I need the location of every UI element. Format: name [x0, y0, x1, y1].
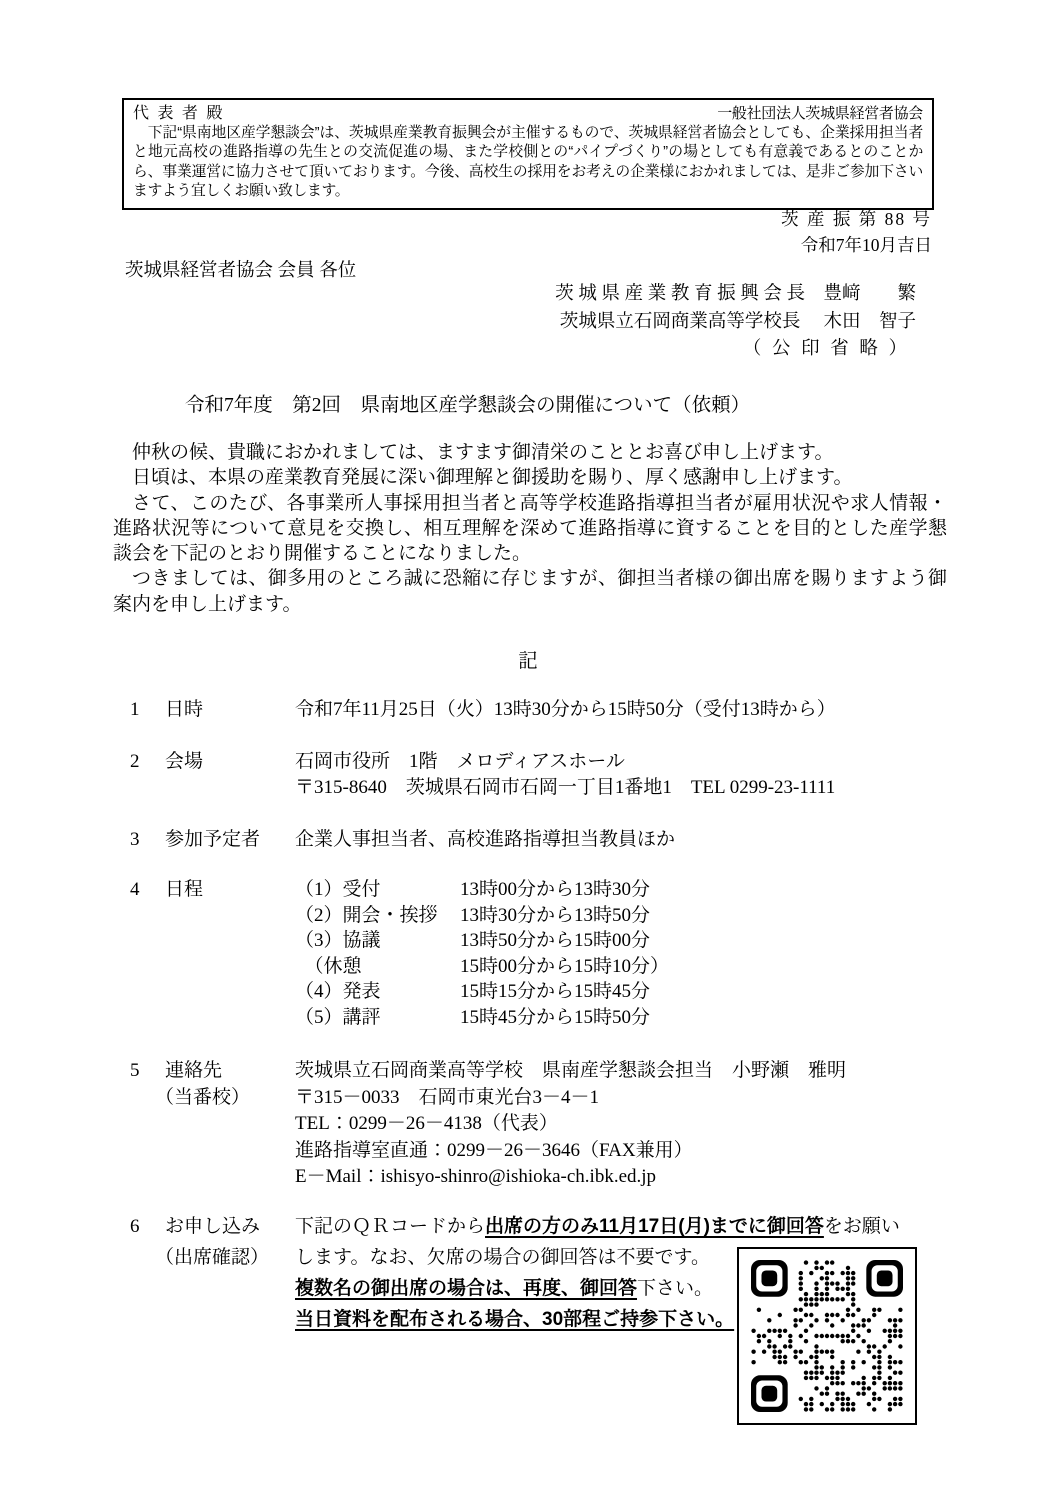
list-item-contact [113, 1058, 949, 1191]
schedule-row [295, 1005, 949, 1031]
item-number: 1 [130, 699, 140, 720]
contact-block [295, 1058, 949, 1191]
paragraph: さて、このたび、各事業所人事採用担当者と高等学校進路指導担当者が雇用状況や求人情報・進路状況等について意見を交換し、相互理解を深めて進路指導に資することを目的とした産学懇談会を下記のとおり開催することになりました。 [113, 492, 947, 565]
record-marker: 記 [518, 651, 538, 672]
schedule-row [295, 903, 949, 929]
notice-body-text: 下記“県南地区産学懇談会”は、茨城県産業教育振興会が主催するもので、茨城県経営者協会としても、企業採用担当者と地元高校の進路指導の先生との交流促進の場、また学校側との“パイプづくり”の場としても有意義であるとのことから、事業運営に協力させて頂いております。今後、高校生の採用をお考えの企業様におかれましては、是非ご参加下さいますよう宜しくお願い致します。 [133, 124, 923, 199]
schedule-activity: （4）発表 [295, 981, 381, 1002]
schedule-time: 13時00分から13時30分 [460, 879, 651, 900]
item-label-main: 連絡先 [165, 1060, 223, 1081]
item-label-sub: （出席確認） [155, 1246, 270, 1268]
item-number: 2 [130, 751, 140, 772]
paragraph: 仲秋の候、貴職におかれましては、ますます御清栄のこととお喜び申し上げます。 [132, 442, 834, 463]
list-item-schedule [113, 877, 949, 1030]
item-number: 6 [130, 1215, 140, 1237]
venue-address: 〒315-8640 茨城県石岡市石岡一丁目1番地1 TEL 0299-23-1111 [295, 777, 836, 798]
list-item-venue [113, 749, 949, 801]
schedule-time: 15時15分から15時45分 [460, 981, 651, 1002]
schedule-time: 15時45分から15時50分 [460, 1006, 651, 1028]
emphasized-note: 複数名の御出席の場合は、再度、御回答 [295, 1277, 638, 1299]
body-paragraphs [113, 440, 947, 617]
schedule-time: 13時50分から15時00分 [460, 930, 651, 951]
schedule-activity: （3）協議 [295, 930, 381, 951]
application-line-1 [295, 1211, 949, 1242]
schedule-activity: （休憩 [295, 955, 362, 977]
item-label [155, 1058, 295, 1191]
schedule-time: 13時30分から13時50分 [460, 904, 651, 926]
text-segment: 下さい。 [637, 1277, 714, 1299]
sender-line-1: 茨 城 県 産 業 教 育 振 興 会 長 豊﨑 繁 [555, 284, 916, 304]
notice-organization: 一般社団法人茨城県経営者協会 [717, 105, 923, 122]
schedule-activity: （2）開会・挨拶 [295, 904, 438, 926]
schedule-activity: （1）受付 [295, 879, 381, 900]
item-label: 参加予定者 [165, 829, 261, 850]
schedule-row [295, 877, 949, 903]
item-number: 4 [130, 879, 140, 900]
notice-box [122, 98, 934, 210]
item-label-main: お申し込み [165, 1215, 261, 1237]
item-label: 日時 [165, 699, 204, 720]
emphasized-materials-note: 当日資料を配布される場合、30部程ご持参下さい。 [295, 1308, 735, 1330]
document-date: 令和7年10月吉日 [800, 235, 932, 255]
qr-code-box [737, 1247, 917, 1425]
sender-block [555, 281, 916, 364]
contact-address: 〒315－0033 石岡市東光台3－4－1 [295, 1086, 600, 1108]
item-label [155, 1211, 295, 1335]
paragraph: つきましては、御多用のところ誠に恐縮に存じますが、御担当者様の御出席を賜りますよう御案内を申し上げます。 [113, 568, 947, 615]
emphasized-deadline: 出席の方のみ11月17日(月)までに御回答 [485, 1215, 824, 1237]
contact-email: E－Mail：ishisyo-shinro@ishioka-ch.ibk.ed.jp [295, 1166, 657, 1188]
sender-line-2: 茨城県立石岡商業高等学校長 木田 智子 [559, 311, 916, 332]
venue-name: 石岡市役所 1階 メロディアスホール [295, 751, 625, 772]
item-content: 令和7年11月25日（火）13時30分から15時50分（受付13時から） [295, 699, 836, 720]
paragraph: 日頃は、本県の産業教育発展に深い御理解と御援助を賜り、厚く感謝申し上げます。 [132, 467, 853, 489]
schedule-time: 15時00分から15時10分） [460, 955, 670, 977]
list-item-participants [113, 827, 949, 853]
seal-omission-note: （ 公 印 省 略 ） [742, 339, 910, 359]
notice-recipient: 代 表 者 殿 [133, 105, 225, 122]
item-number: 3 [130, 829, 140, 850]
item-number: 5 [130, 1060, 140, 1081]
contact-direct-tel: 進路指導室直通：0299－26－3646（FAX兼用） [295, 1139, 693, 1161]
schedule-activity: （5）講評 [295, 1006, 381, 1028]
schedule-row [295, 954, 949, 980]
contact-school: 茨城県立石岡商業高等学校 県南産学懇談会担当 小野瀬 雅明 [295, 1060, 847, 1081]
item-label-sub: （当番校） [155, 1086, 251, 1108]
list-item-datetime [113, 697, 949, 723]
item-content: 企業人事担当者、高校進路指導担当教員ほか [295, 829, 676, 850]
qr-code [751, 1260, 903, 1412]
notice-box-header [133, 104, 923, 124]
text-segment: をお願い [823, 1215, 900, 1237]
item-list [113, 697, 949, 1335]
document-title: 令和7年度 第2回 県南地区産学懇談会の開催について（依頼） [185, 395, 751, 416]
addressee: 茨城県経営者協会 会員 各位 [125, 261, 357, 281]
item-label: 会場 [165, 751, 204, 772]
schedule-table [295, 877, 949, 1030]
schedule-row [295, 979, 949, 1005]
schedule-row [295, 928, 949, 954]
application-line-2: します。なお、欠席の場合の御回答は不要です。 [295, 1246, 710, 1268]
text-segment: 下記のＱＲコードから [295, 1215, 486, 1237]
contact-tel: TEL：0299－26－4138（代表） [295, 1113, 558, 1135]
item-label: 日程 [165, 879, 204, 900]
document-number: 茨 産 振 第 88 号 [781, 209, 932, 229]
item-content [295, 749, 949, 801]
